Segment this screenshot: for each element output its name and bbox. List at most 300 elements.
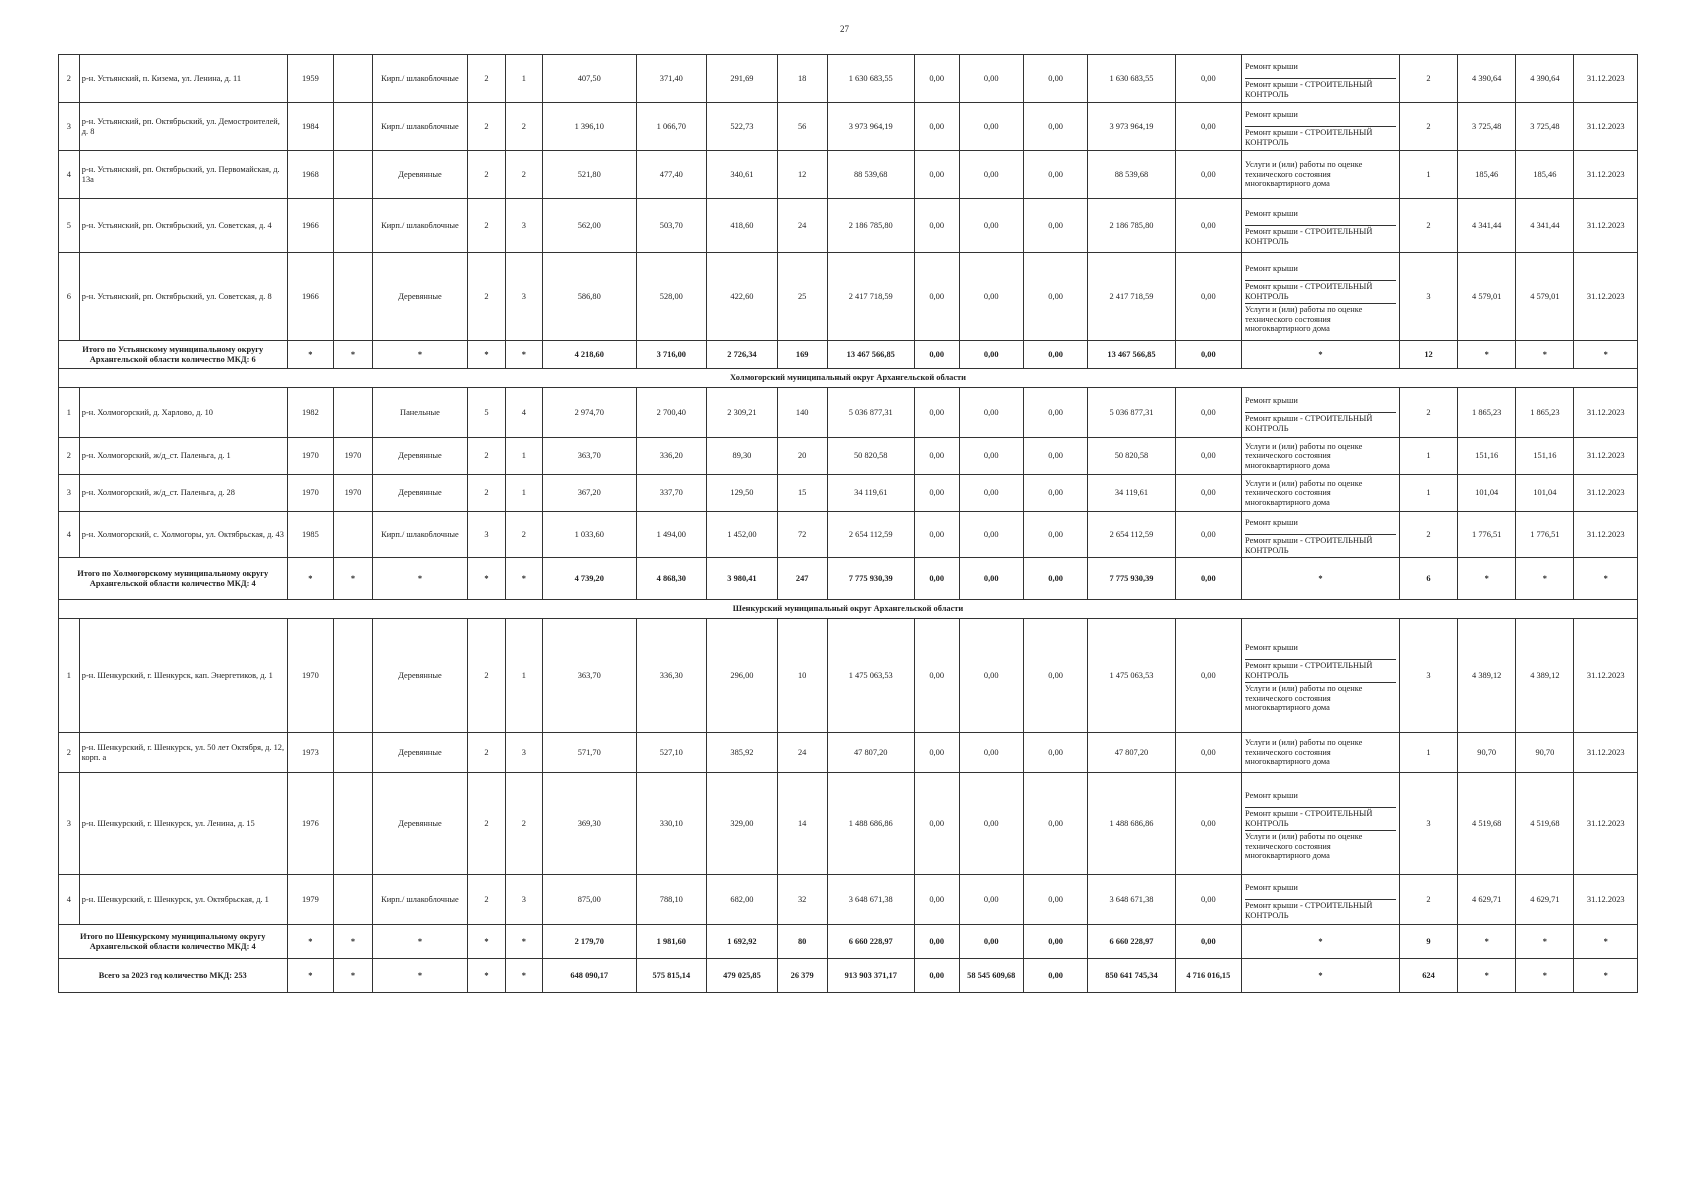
cell-addr: р-н. Холмогорский, ж/д_ст. Паленьга, д. 1 bbox=[79, 438, 287, 475]
work-item: Ремонт крыши - СТРОИТЕЛЬНЫЙ КОНТРОЛЬ bbox=[1245, 659, 1396, 682]
cell-res-area: 329,00 bbox=[707, 773, 778, 875]
work-item: Услуги и (или) работы по оценке технического состояния многоквартирного дома bbox=[1245, 160, 1363, 189]
cell-res: 10 bbox=[777, 619, 827, 733]
cell-living: 788,10 bbox=[636, 875, 707, 925]
work-item: Ремонт крыши bbox=[1245, 396, 1298, 406]
work-item: Ремонт крыши bbox=[1245, 110, 1298, 120]
cell-c1: 0,00 bbox=[914, 733, 959, 773]
cell-wall: Кирп./ шлакоблочные bbox=[372, 875, 468, 925]
work-item: Ремонт крыши - СТРОИТЕЛЬНЫЙ КОНТРОЛЬ bbox=[1245, 225, 1396, 248]
works-cell bbox=[1242, 55, 1400, 103]
cell-cnt: 2 bbox=[1399, 103, 1457, 151]
cell-c2: 0,00 bbox=[959, 475, 1023, 512]
cell-u2: 151,16 bbox=[1516, 438, 1574, 475]
star-cell: * bbox=[372, 558, 468, 600]
cell-n: 4 bbox=[59, 151, 80, 199]
cell-c5: 0,00 bbox=[1175, 512, 1241, 558]
cell-living: 477,40 bbox=[636, 151, 707, 199]
cell-c3: 0,00 bbox=[1023, 773, 1087, 875]
cell-ent: 2 bbox=[505, 103, 542, 151]
work-item: Услуги и (или) работы по оценке технического состояния многоквартирного дома bbox=[1245, 303, 1396, 336]
cell-year: 1966 bbox=[287, 253, 334, 341]
cell-living: 337,70 bbox=[636, 475, 707, 512]
cell-c3: 0,00 bbox=[1023, 253, 1087, 341]
cell-res-area: 89,30 bbox=[707, 438, 778, 475]
work-item: Услуги и (или) работы по оценке технического состояния многоквартирного дома bbox=[1245, 738, 1363, 767]
cell-c1: 0,00 bbox=[914, 103, 959, 151]
star-cell: * bbox=[505, 959, 542, 993]
cell-res: 15 bbox=[777, 475, 827, 512]
table-row bbox=[59, 103, 1638, 151]
cell-u2: 90,70 bbox=[1516, 733, 1574, 773]
cell-c4: 3 648 671,38 bbox=[1088, 875, 1175, 925]
star-cell: * bbox=[505, 925, 542, 959]
cell-u1: 4 341,44 bbox=[1458, 199, 1516, 253]
cell-ent: 4 bbox=[505, 388, 542, 438]
work-item: Ремонт крыши bbox=[1245, 209, 1298, 219]
cell-c4: 2 186 785,80 bbox=[1088, 199, 1175, 253]
cell-year2 bbox=[334, 733, 372, 773]
cell-c5: 0,00 bbox=[1175, 55, 1241, 103]
cell-cnt: 2 bbox=[1399, 875, 1457, 925]
cell-year: 1966 bbox=[287, 199, 334, 253]
cell-n: 2 bbox=[59, 733, 80, 773]
cell-u1: 1 776,51 bbox=[1458, 512, 1516, 558]
star-cell: * bbox=[1242, 959, 1400, 993]
star-cell: * bbox=[334, 341, 372, 369]
cell-c2: 0,00 bbox=[959, 199, 1023, 253]
cell-wall: Кирп./ шлакоблочные bbox=[372, 103, 468, 151]
cell-c1: 0,00 bbox=[914, 438, 959, 475]
cell-c2: 0,00 bbox=[959, 875, 1023, 925]
work-item: Услуги и (или) работы по оценке технического состояния многоквартирного дома bbox=[1245, 830, 1396, 863]
cell-living: 336,30 bbox=[636, 619, 707, 733]
cell-u2: 185,46 bbox=[1516, 151, 1574, 199]
cell-floors: 2 bbox=[468, 773, 505, 875]
cell-c2: 0,00 bbox=[959, 55, 1023, 103]
cell-area: 521,80 bbox=[543, 151, 636, 199]
star-cell: * bbox=[372, 341, 468, 369]
cell-year: 1970 bbox=[287, 438, 334, 475]
cell-c1: 0,00 bbox=[914, 512, 959, 558]
cell-res-area: 129,50 bbox=[707, 475, 778, 512]
cell-n: 2 bbox=[59, 438, 80, 475]
cell-c2: 0,00 bbox=[959, 512, 1023, 558]
table-row bbox=[59, 733, 1638, 773]
cell-cost: 50 820,58 bbox=[827, 438, 914, 475]
cell-c5: 0,00 bbox=[1175, 103, 1241, 151]
total-res: 247 bbox=[777, 558, 827, 600]
cell-n: 3 bbox=[59, 475, 80, 512]
cell-floors: 2 bbox=[468, 199, 505, 253]
cell-c4: 1 475 063,53 bbox=[1088, 619, 1175, 733]
cell-year: 1982 bbox=[287, 388, 334, 438]
cell-res: 12 bbox=[777, 151, 827, 199]
cell-area: 363,70 bbox=[543, 619, 636, 733]
cell-c3: 0,00 bbox=[1023, 151, 1087, 199]
cell-n: 3 bbox=[59, 103, 80, 151]
table-row bbox=[59, 199, 1638, 253]
cell-cnt: 2 bbox=[1399, 388, 1457, 438]
cell-u1: 185,46 bbox=[1458, 151, 1516, 199]
star-cell: * bbox=[287, 341, 334, 369]
page-number: 27 bbox=[840, 24, 849, 34]
cell-wall: Деревянные bbox=[372, 438, 468, 475]
cell-living: 336,20 bbox=[636, 438, 707, 475]
cell-cnt: 3 bbox=[1399, 253, 1457, 341]
cell-ent: 2 bbox=[505, 512, 542, 558]
cell-c5: 0,00 bbox=[1175, 733, 1241, 773]
cell-c4: 88 539,68 bbox=[1088, 151, 1175, 199]
cell-res-area: 1 452,00 bbox=[707, 512, 778, 558]
cell-u2: 4 341,44 bbox=[1516, 199, 1574, 253]
total-c1: 0,00 bbox=[914, 959, 959, 993]
table-row bbox=[59, 151, 1638, 199]
cell-addr: р-н. Устьянский, рп. Октябрьский, ул. Демостроителей, д. 8 bbox=[79, 103, 287, 151]
cell-c4: 47 807,20 bbox=[1088, 733, 1175, 773]
total-area: 2 179,70 bbox=[543, 925, 636, 959]
cell-c2: 0,00 bbox=[959, 388, 1023, 438]
cell-u2: 3 725,48 bbox=[1516, 103, 1574, 151]
section-row bbox=[59, 600, 1638, 619]
cell-date: 31.12.2023 bbox=[1574, 388, 1638, 438]
cell-c5: 0,00 bbox=[1175, 619, 1241, 733]
cell-cost: 34 119,61 bbox=[827, 475, 914, 512]
cell-addr: р-н. Устьянский, рп. Октябрьский, ул. Советская, д. 8 bbox=[79, 253, 287, 341]
cell-u2: 4 389,12 bbox=[1516, 619, 1574, 733]
works-cell bbox=[1242, 151, 1400, 199]
works-cell bbox=[1242, 619, 1400, 733]
cell-u2: 4 579,01 bbox=[1516, 253, 1574, 341]
cell-year2: 1970 bbox=[334, 438, 372, 475]
work-item: Услуги и (или) работы по оценке технического состояния многоквартирного дома bbox=[1245, 441, 1363, 470]
table-row bbox=[59, 619, 1638, 733]
cell-res: 32 bbox=[777, 875, 827, 925]
cell-u1: 4 629,71 bbox=[1458, 875, 1516, 925]
cell-u1: 4 519,68 bbox=[1458, 773, 1516, 875]
total-cnt: 6 bbox=[1399, 558, 1457, 600]
cell-wall: Кирп./ шлакоблочные bbox=[372, 55, 468, 103]
cell-cnt: 3 bbox=[1399, 619, 1457, 733]
cell-c3: 0,00 bbox=[1023, 875, 1087, 925]
cell-u1: 4 390,64 bbox=[1458, 55, 1516, 103]
cell-year2 bbox=[334, 388, 372, 438]
cell-c3: 0,00 bbox=[1023, 733, 1087, 773]
works-cell bbox=[1242, 199, 1400, 253]
cell-addr: р-н. Холмогорский, ж/д_ст. Паленьга, д. 28 bbox=[79, 475, 287, 512]
cell-area: 562,00 bbox=[543, 199, 636, 253]
star-cell: * bbox=[468, 959, 505, 993]
cell-year: 1959 bbox=[287, 55, 334, 103]
cell-floors: 2 bbox=[468, 875, 505, 925]
cell-res: 14 bbox=[777, 773, 827, 875]
total-c3: 0,00 bbox=[1023, 558, 1087, 600]
total-living: 3 716,00 bbox=[636, 341, 707, 369]
cell-res: 56 bbox=[777, 103, 827, 151]
total-c1: 0,00 bbox=[914, 341, 959, 369]
cell-c5: 0,00 bbox=[1175, 253, 1241, 341]
works-cell bbox=[1242, 773, 1400, 875]
cell-cost: 3 648 671,38 bbox=[827, 875, 914, 925]
total-c3: 0,00 bbox=[1023, 925, 1087, 959]
cell-c1: 0,00 bbox=[914, 151, 959, 199]
cell-c1: 0,00 bbox=[914, 199, 959, 253]
cell-c3: 0,00 bbox=[1023, 512, 1087, 558]
total-area: 648 090,17 bbox=[543, 959, 636, 993]
cell-ent: 1 bbox=[505, 438, 542, 475]
cell-year2: 1970 bbox=[334, 475, 372, 512]
cell-addr: р-н. Шенкурский, г. Шенкурск, ул. 50 лет Октября, д. 12, корп. а bbox=[79, 733, 287, 773]
cell-cost: 1 630 683,55 bbox=[827, 55, 914, 103]
cell-year2 bbox=[334, 151, 372, 199]
table-row bbox=[59, 55, 1638, 103]
star-cell: * bbox=[334, 558, 372, 600]
work-item: Ремонт крыши - СТРОИТЕЛЬНЫЙ КОНТРОЛЬ bbox=[1245, 534, 1396, 557]
total-area: 4 218,60 bbox=[543, 341, 636, 369]
cell-year: 1984 bbox=[287, 103, 334, 151]
cell-cnt: 1 bbox=[1399, 151, 1457, 199]
cell-c2: 0,00 bbox=[959, 773, 1023, 875]
cell-wall: Деревянные bbox=[372, 151, 468, 199]
star-cell: * bbox=[1516, 341, 1574, 369]
cell-u2: 1 776,51 bbox=[1516, 512, 1574, 558]
cell-u2: 4 519,68 bbox=[1516, 773, 1574, 875]
cell-ent: 1 bbox=[505, 619, 542, 733]
cell-res-area: 418,60 bbox=[707, 199, 778, 253]
work-item: Услуги и (или) работы по оценке технического состояния многоквартирного дома bbox=[1245, 682, 1396, 715]
cell-c1: 0,00 bbox=[914, 475, 959, 512]
cell-area: 367,20 bbox=[543, 475, 636, 512]
star-cell: * bbox=[505, 558, 542, 600]
total-living: 1 981,60 bbox=[636, 925, 707, 959]
total-c2: 0,00 bbox=[959, 341, 1023, 369]
cell-living: 1 494,00 bbox=[636, 512, 707, 558]
cell-c1: 0,00 bbox=[914, 619, 959, 733]
cell-res-area: 2 309,21 bbox=[707, 388, 778, 438]
star-cell: * bbox=[1458, 925, 1516, 959]
cell-cost: 47 807,20 bbox=[827, 733, 914, 773]
cell-c5: 0,00 bbox=[1175, 199, 1241, 253]
cell-n: 6 bbox=[59, 253, 80, 341]
cell-floors: 2 bbox=[468, 733, 505, 773]
cell-living: 527,10 bbox=[636, 733, 707, 773]
cell-floors: 2 bbox=[468, 253, 505, 341]
cell-res: 24 bbox=[777, 733, 827, 773]
total-c3: 0,00 bbox=[1023, 341, 1087, 369]
work-item: Ремонт крыши bbox=[1245, 642, 1298, 652]
cell-c1: 0,00 bbox=[914, 773, 959, 875]
cell-u1: 4 389,12 bbox=[1458, 619, 1516, 733]
cell-cnt: 1 bbox=[1399, 438, 1457, 475]
work-item: Ремонт крыши bbox=[1245, 518, 1298, 528]
cell-cost: 88 539,68 bbox=[827, 151, 914, 199]
cell-ent: 1 bbox=[505, 55, 542, 103]
work-item: Ремонт крыши - СТРОИТЕЛЬНЫЙ КОНТРОЛЬ bbox=[1245, 899, 1396, 922]
cell-c1: 0,00 bbox=[914, 875, 959, 925]
cell-date: 31.12.2023 bbox=[1574, 619, 1638, 733]
star-cell: * bbox=[1516, 558, 1574, 600]
cell-wall: Кирп./ шлакоблочные bbox=[372, 199, 468, 253]
total-living: 575 815,14 bbox=[636, 959, 707, 993]
work-item: Ремонт крыши bbox=[1245, 883, 1298, 893]
cell-wall: Деревянные bbox=[372, 773, 468, 875]
cell-year: 1976 bbox=[287, 773, 334, 875]
star-cell: * bbox=[287, 925, 334, 959]
cell-living: 1 066,70 bbox=[636, 103, 707, 151]
section-title: Шенкурский муниципальный округ Архангельской области bbox=[59, 600, 1638, 619]
cell-area: 2 974,70 bbox=[543, 388, 636, 438]
cell-ent: 3 bbox=[505, 733, 542, 773]
cell-u1: 101,04 bbox=[1458, 475, 1516, 512]
cell-u1: 4 579,01 bbox=[1458, 253, 1516, 341]
star-cell: * bbox=[1242, 925, 1400, 959]
total-res: 80 bbox=[777, 925, 827, 959]
cell-addr: р-н. Устьянский, рп. Октябрьский, ул. Первомайская, д. 13а bbox=[79, 151, 287, 199]
cell-c5: 0,00 bbox=[1175, 388, 1241, 438]
cell-date: 31.12.2023 bbox=[1574, 475, 1638, 512]
works-cell bbox=[1242, 103, 1400, 151]
total-res-area: 2 726,34 bbox=[707, 341, 778, 369]
work-item: Ремонт крыши bbox=[1245, 263, 1298, 273]
star-cell: * bbox=[1516, 959, 1574, 993]
cell-year: 1985 bbox=[287, 512, 334, 558]
work-item: Ремонт крыши - СТРОИТЕЛЬНЫЙ КОНТРОЛЬ bbox=[1245, 126, 1396, 149]
cell-wall: Деревянные bbox=[372, 253, 468, 341]
cell-cnt: 2 bbox=[1399, 55, 1457, 103]
cell-year2 bbox=[334, 773, 372, 875]
total-res-area: 479 025,85 bbox=[707, 959, 778, 993]
cell-addr: р-н. Шенкурский, г. Шенкурск, ул. Ленина, д. 15 bbox=[79, 773, 287, 875]
cell-floors: 2 bbox=[468, 475, 505, 512]
cell-living: 503,70 bbox=[636, 199, 707, 253]
cell-u2: 1 865,23 bbox=[1516, 388, 1574, 438]
cell-res-area: 296,00 bbox=[707, 619, 778, 733]
cell-ent: 3 bbox=[505, 253, 542, 341]
table-row bbox=[59, 388, 1638, 438]
cell-cnt: 2 bbox=[1399, 512, 1457, 558]
star-cell: * bbox=[334, 925, 372, 959]
cell-wall: Деревянные bbox=[372, 475, 468, 512]
cell-u2: 101,04 bbox=[1516, 475, 1574, 512]
total-c4: 850 641 745,34 bbox=[1088, 959, 1175, 993]
cell-ent: 2 bbox=[505, 151, 542, 199]
cell-c4: 3 973 964,19 bbox=[1088, 103, 1175, 151]
total-cost: 913 903 371,17 bbox=[827, 959, 914, 993]
star-cell: * bbox=[1574, 959, 1638, 993]
cell-u1: 151,16 bbox=[1458, 438, 1516, 475]
star-cell: * bbox=[334, 959, 372, 993]
cell-area: 875,00 bbox=[543, 875, 636, 925]
cell-c5: 0,00 bbox=[1175, 151, 1241, 199]
table-row bbox=[59, 512, 1638, 558]
total-row bbox=[59, 959, 1638, 993]
cell-floors: 3 bbox=[468, 512, 505, 558]
total-c4: 7 775 930,39 bbox=[1088, 558, 1175, 600]
cell-u2: 4 629,71 bbox=[1516, 875, 1574, 925]
cell-c4: 34 119,61 bbox=[1088, 475, 1175, 512]
cell-n: 3 bbox=[59, 773, 80, 875]
cell-n: 4 bbox=[59, 512, 80, 558]
cell-living: 330,10 bbox=[636, 773, 707, 875]
total-c3: 0,00 bbox=[1023, 959, 1087, 993]
total-cnt: 624 bbox=[1399, 959, 1457, 993]
cell-area: 407,50 bbox=[543, 55, 636, 103]
works-cell bbox=[1242, 253, 1400, 341]
cell-date: 31.12.2023 bbox=[1574, 875, 1638, 925]
total-c4: 13 467 566,85 bbox=[1088, 341, 1175, 369]
total-c2: 0,00 bbox=[959, 925, 1023, 959]
cell-c1: 0,00 bbox=[914, 388, 959, 438]
cell-living: 371,40 bbox=[636, 55, 707, 103]
total-res-area: 1 692,92 bbox=[707, 925, 778, 959]
cell-res: 24 bbox=[777, 199, 827, 253]
cell-res: 25 bbox=[777, 253, 827, 341]
cell-cost: 2 417 718,59 bbox=[827, 253, 914, 341]
cell-c3: 0,00 bbox=[1023, 388, 1087, 438]
total-res: 169 bbox=[777, 341, 827, 369]
cell-addr: р-н. Устьянский, п. Кизема, ул. Ленина, д. 11 bbox=[79, 55, 287, 103]
total-c5: 0,00 bbox=[1175, 925, 1241, 959]
cell-year: 1973 bbox=[287, 733, 334, 773]
star-cell: * bbox=[1516, 925, 1574, 959]
cell-date: 31.12.2023 bbox=[1574, 253, 1638, 341]
star-cell: * bbox=[1458, 558, 1516, 600]
work-item: Ремонт крыши - СТРОИТЕЛЬНЫЙ КОНТРОЛЬ bbox=[1245, 78, 1396, 101]
total-label: Итого по Устьянскому муниципальному округу Архангельской области количество МКД: 6 bbox=[59, 341, 288, 369]
cell-c3: 0,00 bbox=[1023, 199, 1087, 253]
cell-ent: 3 bbox=[505, 199, 542, 253]
cell-year2 bbox=[334, 103, 372, 151]
star-cell: * bbox=[468, 341, 505, 369]
total-cnt: 12 bbox=[1399, 341, 1457, 369]
cell-c4: 1 488 686,86 bbox=[1088, 773, 1175, 875]
cell-res: 72 bbox=[777, 512, 827, 558]
cell-c2: 0,00 bbox=[959, 151, 1023, 199]
total-cost: 13 467 566,85 bbox=[827, 341, 914, 369]
cell-area: 586,80 bbox=[543, 253, 636, 341]
cell-area: 1 033,60 bbox=[543, 512, 636, 558]
cell-n: 5 bbox=[59, 199, 80, 253]
total-cost: 6 660 228,97 bbox=[827, 925, 914, 959]
total-res: 26 379 bbox=[777, 959, 827, 993]
total-c2: 0,00 bbox=[959, 558, 1023, 600]
cell-floors: 2 bbox=[468, 619, 505, 733]
cell-ent: 1 bbox=[505, 475, 542, 512]
cell-c2: 0,00 bbox=[959, 619, 1023, 733]
cell-area: 363,70 bbox=[543, 438, 636, 475]
cell-c3: 0,00 bbox=[1023, 475, 1087, 512]
cell-floors: 2 bbox=[468, 55, 505, 103]
cell-addr: р-н. Шенкурский, г. Шенкурск, ул. Октябрьская, д. 1 bbox=[79, 875, 287, 925]
total-c5: 0,00 bbox=[1175, 558, 1241, 600]
star-cell: * bbox=[287, 558, 334, 600]
total-c2: 58 545 609,68 bbox=[959, 959, 1023, 993]
cell-year: 1970 bbox=[287, 619, 334, 733]
cell-u1: 1 865,23 bbox=[1458, 388, 1516, 438]
total-row bbox=[59, 925, 1638, 959]
star-cell: * bbox=[287, 959, 334, 993]
work-item: Ремонт крыши bbox=[1245, 790, 1298, 800]
section-row bbox=[59, 369, 1638, 388]
cell-c1: 0,00 bbox=[914, 253, 959, 341]
star-cell: * bbox=[372, 925, 468, 959]
cell-addr: р-н. Холмогорский, д. Харлово, д. 10 bbox=[79, 388, 287, 438]
table-row bbox=[59, 773, 1638, 875]
cell-date: 31.12.2023 bbox=[1574, 151, 1638, 199]
cell-res-area: 422,60 bbox=[707, 253, 778, 341]
cell-date: 31.12.2023 bbox=[1574, 733, 1638, 773]
star-cell: * bbox=[1242, 558, 1400, 600]
